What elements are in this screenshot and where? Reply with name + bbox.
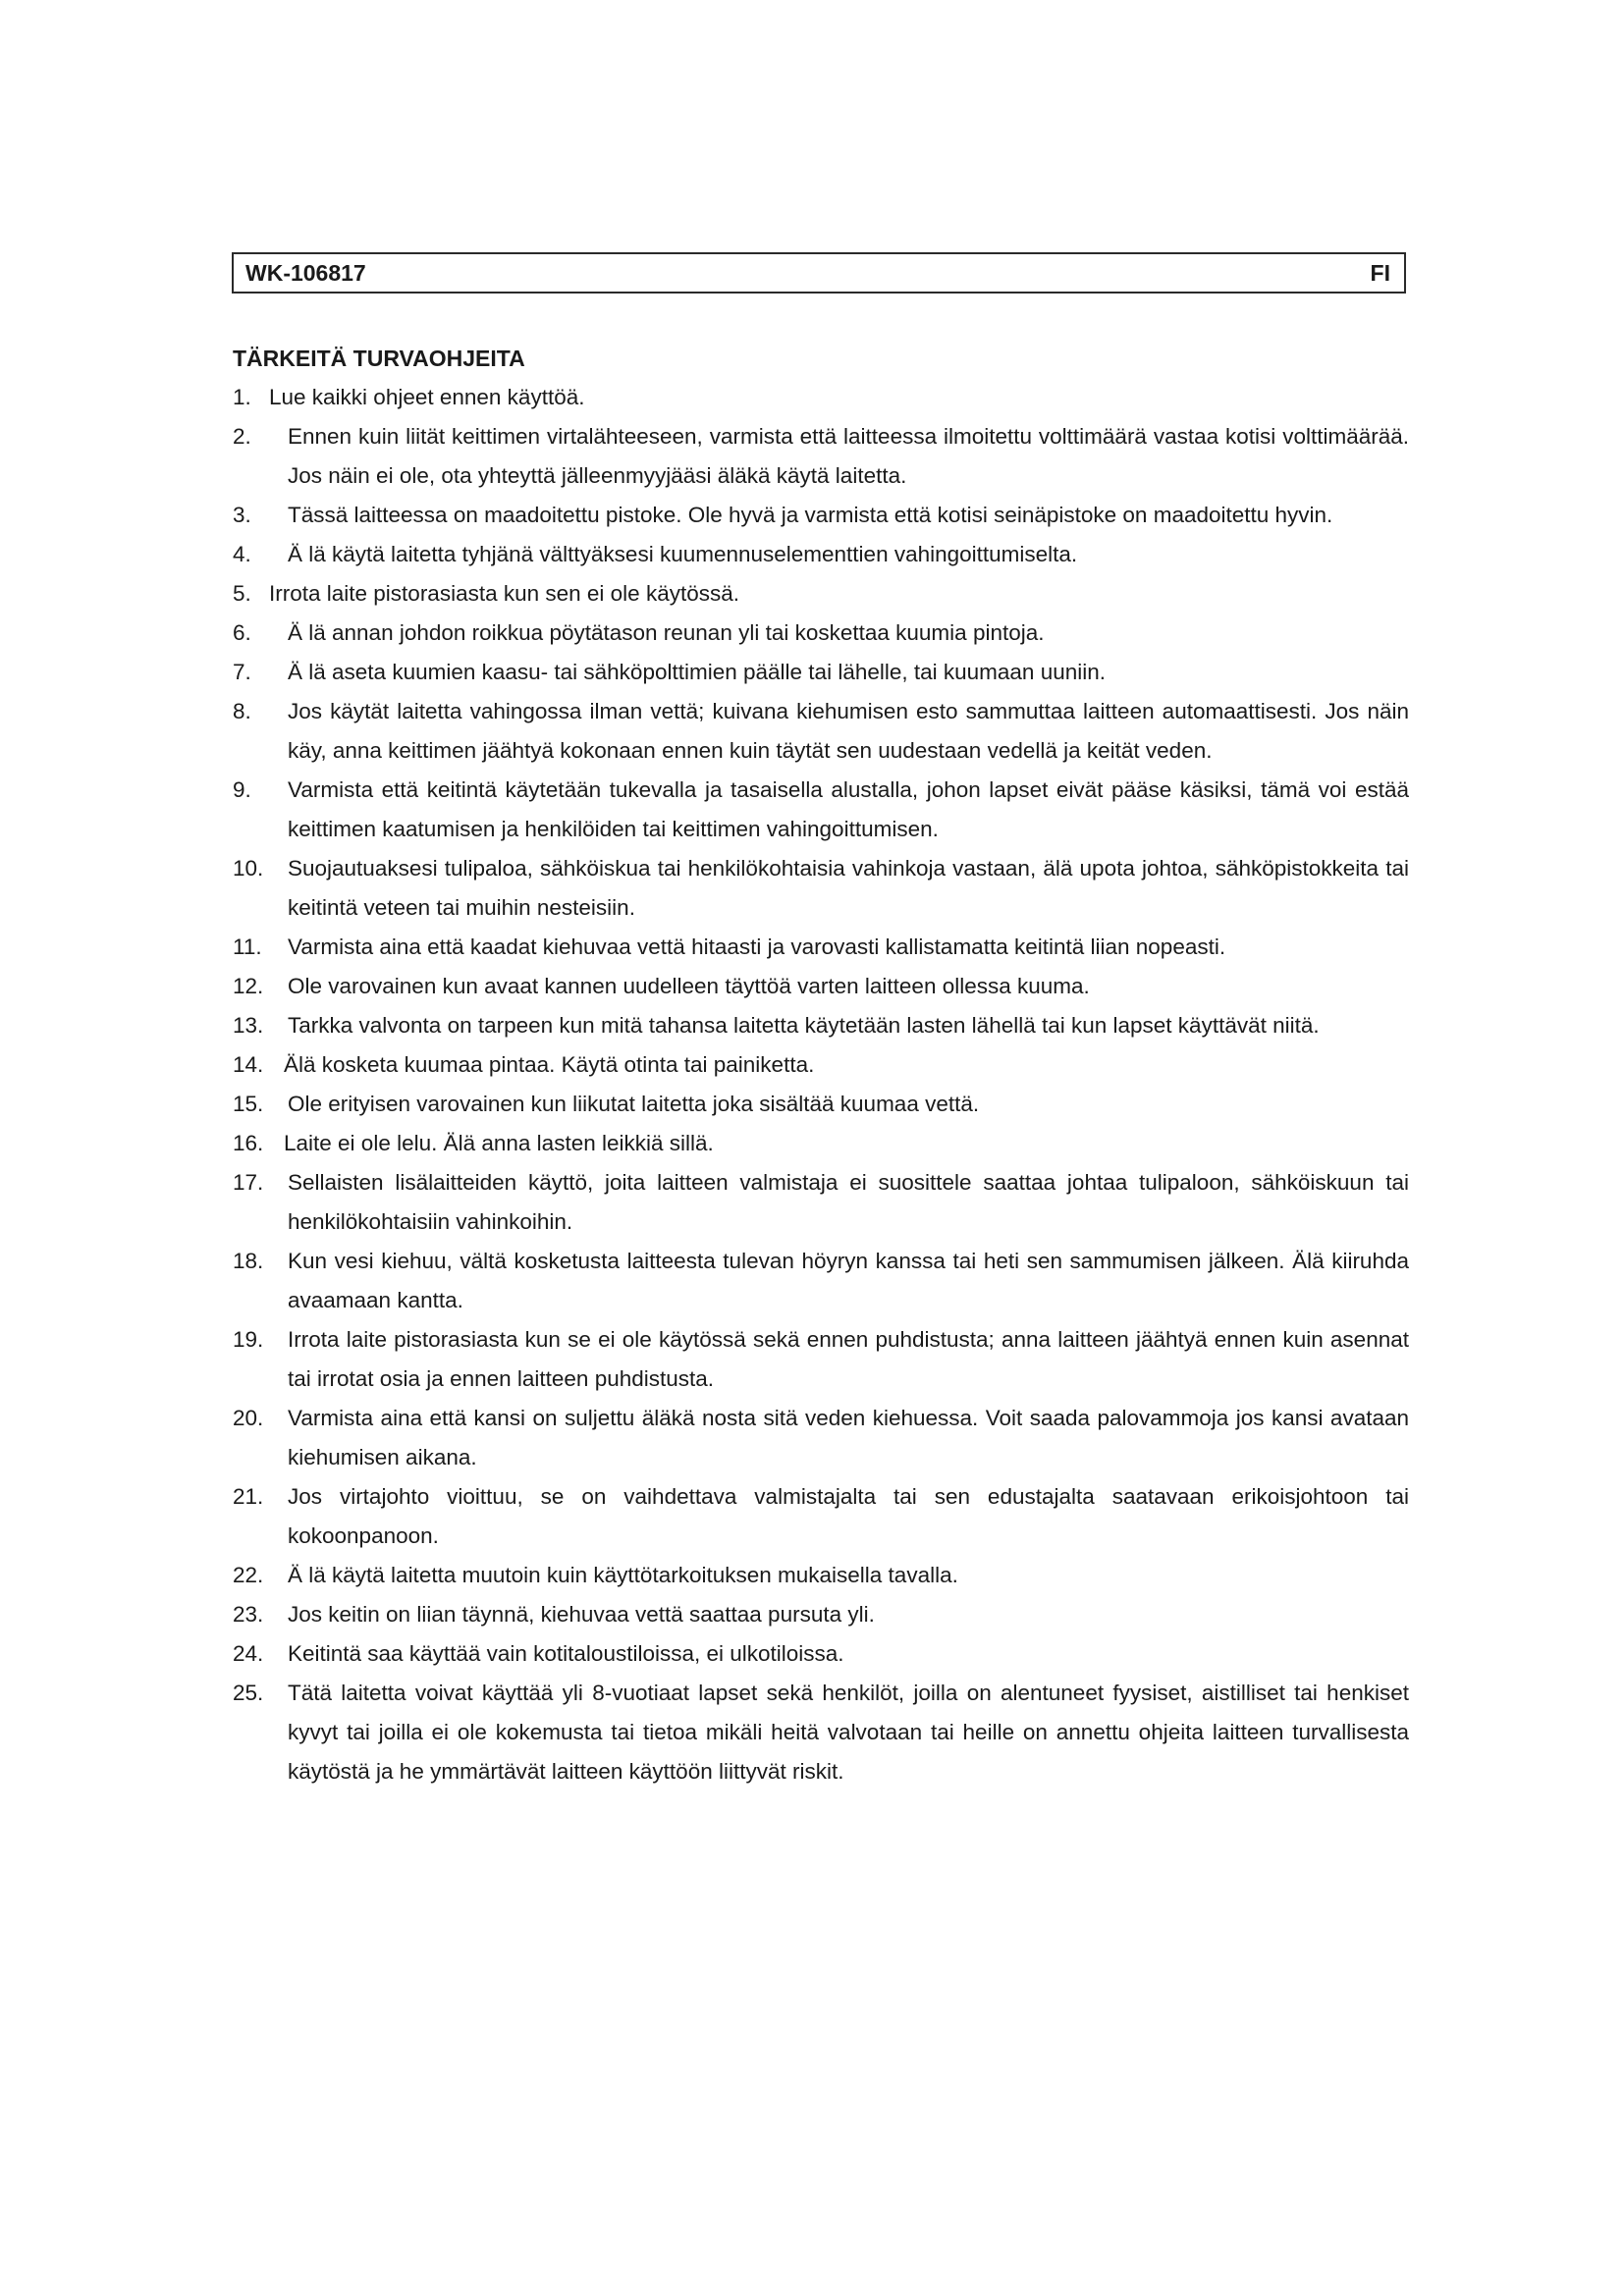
item-number: 1. (233, 385, 251, 409)
item-text: Sellaisten lisälaitteiden käyttö, joita laitteen valmistaja ei suosittele saattaa johtaa tulipaloon, sähköiskuun tai henkilökohtaisiin vahinkoihin. (288, 1170, 1409, 1234)
item-text: Jos keitin on liian täynnä, kiehuvaa vettä saattaa pursuta yli. (288, 1602, 875, 1627)
instruction-item (233, 614, 1409, 653)
item-number: 25. (233, 1681, 264, 1705)
item-number: 2. (233, 424, 251, 449)
item-text: Varmista aina että kansi on suljettu äläkä nosta sitä veden kiehuessa. Voit saada palovammoja jos kansi avataan kiehumisen aikana. (288, 1406, 1409, 1469)
item-text: Ole erityisen varovainen kun liikutat laitetta joka sisältää kuumaa vettä. (288, 1092, 980, 1116)
item-number: 16. (233, 1131, 264, 1155)
item-number: 10. (233, 856, 264, 881)
language-code: FI (1370, 259, 1390, 286)
item-text: Ennen kuin liität keittimen virtalähteeseen, varmista että laitteessa ilmoitettu volttimäärä vastaa kotisi volttimäärää. Jos näin ei ole, ota yhteyttä jälleenmyyjääsi äläkä käytä laitetta. (288, 424, 1409, 488)
safety-instructions-list (233, 378, 1409, 1791)
instruction-item (233, 1006, 1409, 1045)
instruction-item (233, 928, 1409, 967)
instruction-item (233, 496, 1409, 535)
item-number: 21. (233, 1484, 264, 1509)
instruction-item (233, 1085, 1409, 1124)
instruction-item (233, 1556, 1409, 1595)
item-number: 5. (233, 581, 251, 606)
instruction-item (233, 574, 1409, 614)
item-text: Keitintä saa käyttää vain kotitaloustiloissa, ei ulkotiloissa. (288, 1641, 844, 1666)
item-text: Suojautuaksesi tulipaloa, sähköiskua tai henkilökohtaisia vahinkoja vastaan, älä upota johtoa, sähköpistokkeita tai keitintä veteen tai muihin nesteisiin. (288, 856, 1409, 920)
item-text: Ä lä käytä laitetta muutoin kuin käyttötarkoituksen mukaisella tavalla. (288, 1563, 958, 1587)
instruction-item (233, 771, 1409, 849)
instruction-item (233, 1124, 1409, 1163)
instruction-item (233, 653, 1409, 692)
item-number: 9. (233, 777, 251, 802)
item-number: 18. (233, 1249, 264, 1273)
item-number: 7. (233, 660, 251, 684)
item-text: Irrota laite pistorasiasta kun se ei ole käytössä sekä ennen puhdistusta; anna laitteen jäähtyä ennen kuin asennat tai irrotat osia ja ennen laitteen puhdistusta. (288, 1327, 1409, 1391)
item-number: 23. (233, 1602, 264, 1627)
instruction-item (233, 967, 1409, 1006)
item-number: 12. (233, 974, 264, 998)
item-number: 13. (233, 1013, 264, 1038)
item-number: 15. (233, 1092, 264, 1116)
model-number: WK-106817 (245, 259, 366, 286)
instruction-item (233, 1320, 1409, 1399)
item-text: Irrota laite pistorasiasta kun sen ei ole käytössä. (269, 581, 739, 606)
instruction-item (233, 1674, 1409, 1791)
item-number: 4. (233, 542, 251, 566)
item-text: Ä lä aseta kuumien kaasu- tai sähköpolttimien päälle tai lähelle, tai kuumaan uuniin. (288, 660, 1106, 684)
instruction-item (233, 1242, 1409, 1320)
instruction-item (233, 692, 1409, 771)
item-text: Jos virtajohto vioittuu, se on vaihdettava valmistajalta tai sen edustajalta saatavaan erikoisjohtoon tai kokoonpanoon. (288, 1484, 1409, 1548)
instruction-item (233, 378, 1409, 417)
instruction-item (233, 535, 1409, 574)
item-number: 8. (233, 699, 251, 723)
item-text: Ä lä käytä laitetta tyhjänä välttyäksesi kuumennuselementtien vahingoittumiselta. (288, 542, 1078, 566)
instruction-item (233, 1477, 1409, 1556)
item-text: Ole varovainen kun avaat kannen uudelleen täyttöä varten laitteen ollessa kuuma. (288, 974, 1090, 998)
item-number: 22. (233, 1563, 264, 1587)
item-text: Kun vesi kiehuu, vältä kosketusta laitteesta tulevan höyryn kanssa tai heti sen sammumisen jälkeen. Älä kiiruhda avaamaan kantta. (288, 1249, 1409, 1312)
item-text: Tässä laitteessa on maadoitettu pistoke. Ole hyvä ja varmista että kotisi seinäpistoke on maadoitettu hyvin. (288, 503, 1333, 527)
item-number: 17. (233, 1170, 264, 1195)
item-text: Jos käytät laitetta vahingossa ilman vettä; kuivana kiehumisen esto sammuttaa laitteen automaattisesti. Jos näin käy, anna keittimen jäähtyä kokonaan ennen kuin täytät sen uudestaan vedellä ja keität veden. (288, 699, 1409, 763)
item-text: Laite ei ole lelu. Älä anna lasten leikkiä sillä. (284, 1131, 714, 1155)
item-text: Varmista aina että kaadat kiehuvaa vettä hitaasti ja varovasti kallistamatta keitintä liian nopeasti. (288, 934, 1226, 959)
item-number: 3. (233, 503, 251, 527)
item-text: Ä lä annan johdon roikkua pöytätason reunan yli tai koskettaa kuumia pintoja. (288, 620, 1045, 645)
item-text: Tätä laitetta voivat käyttää yli 8-vuotiaat lapset sekä henkilöt, joilla on alentuneet fyysiset, aistilliset tai henkiset kyvyt tai joilla ei ole kokemusta tai tietoa mikäli heitä valvotaan tai heille on annettu ohjeita laitteen turvallisesta käytöstä ja he ymmärtävät laitteen käyttöön liittyvät riskit. (288, 1681, 1409, 1784)
item-number: 24. (233, 1641, 264, 1666)
instruction-item (233, 1045, 1409, 1085)
instruction-item (233, 1399, 1409, 1477)
item-number: 6. (233, 620, 251, 645)
item-number: 14. (233, 1052, 264, 1077)
instruction-item (233, 1634, 1409, 1674)
item-number: 11. (233, 934, 262, 959)
page-header (232, 252, 1406, 294)
item-text: Varmista että keitintä käytetään tukevalla ja tasaisella alustalla, johon lapset eivät pääse käsiksi, tämä voi estää keittimen kaatumisen ja henkilöiden tai keittimen vahingoittumisen. (288, 777, 1409, 841)
section-title: TÄRKEITÄ TURVAOHJEITA (233, 346, 525, 371)
instruction-item (233, 1163, 1409, 1242)
item-text: Älä kosketa kuumaa pintaa. Käytä otinta tai painiketta. (284, 1052, 815, 1077)
item-number: 19. (233, 1327, 264, 1352)
item-text: Lue kaikki ohjeet ennen käyttöä. (269, 385, 585, 409)
instruction-item (233, 849, 1409, 928)
instruction-item (233, 1595, 1409, 1634)
item-number: 20. (233, 1406, 264, 1430)
instruction-item (233, 417, 1409, 496)
item-text: Tarkka valvonta on tarpeen kun mitä tahansa laitetta käytetään lasten lähellä tai kun lapset käyttävät niitä. (288, 1013, 1320, 1038)
